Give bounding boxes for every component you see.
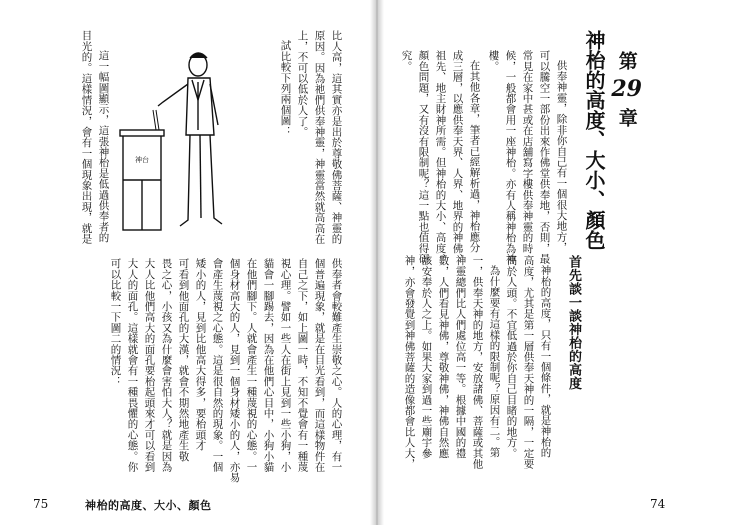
text-line: 會產生蔑視之心態。這是很自然的現象。一個 xyxy=(211,258,224,472)
text-line: 在他們腳下。人就會產生一種蔑視的心態。一 xyxy=(245,258,258,472)
running-head: 神枱的高度、大小、顏色 xyxy=(85,499,212,512)
chapter-label: 第 xyxy=(615,51,638,70)
text-line: 神靈總們比人們處位高一等。根據中國的禮 xyxy=(454,255,467,459)
text-line: 可以比較一下圖二的情況： xyxy=(109,258,122,387)
text-line: 矮小的人，見到比他高大得多，要枱頭才 xyxy=(194,258,207,451)
text-line: 供奉神靈，除非你自己有一個很大地方， xyxy=(555,60,568,253)
text-line: 可看到他面孔的大漢，就會不期然地產生敬 xyxy=(177,258,190,462)
text-line: 試比較下列兩個圖： xyxy=(279,40,292,137)
text-line: 祖先、地主財神所需。但神枱的大小、高度、 xyxy=(434,50,447,264)
text-line: 常見在家中甚或在店舖寫字樓供奉神靈的時 xyxy=(521,50,534,254)
text-line: 視心理。譬如一些人在街上見到一些小狗，小 xyxy=(279,258,292,472)
page-number: 74 xyxy=(650,497,666,511)
text-line: 一，供奉天神的地方，安放諸佛、菩薩或其他 xyxy=(471,255,484,469)
text-line: 自己之下，如上圖一時，不知不覺會有一種蔑 xyxy=(296,258,309,472)
chapter-number: 29 xyxy=(611,76,642,102)
text-line: 為什麼要有這樣的限制呢？原因有二。第 xyxy=(488,265,501,458)
chapter-title: 神枱的高度、大小、顏色 xyxy=(582,30,606,250)
text-line: 在其他各章，筆者已經解析過，神枱應分 xyxy=(468,60,481,253)
chapter-number-heading xyxy=(608,30,642,148)
text-line: 個身材高大的人，見到一個身材矮小的人，亦易 xyxy=(228,258,241,483)
text-line: 樓。 xyxy=(487,50,500,72)
text-line: 上，不可以低於人了。 xyxy=(296,30,309,137)
text-line: 畏之心，小孩又為什麼會害怕大人？就是因為 xyxy=(160,258,173,472)
section-title: 首先談一談神枱的高度 xyxy=(566,255,581,390)
text-line: 供奉者會較難產生崇敬之心。人的心理，有一 xyxy=(330,258,343,472)
text-line: 高度，尤其是第一層供奉天神的一隔，一定要 xyxy=(522,255,535,469)
figure-caption-line: 目光的。這樣情況，會有一個現象出現，就是 xyxy=(80,30,93,244)
text-line: 究。 xyxy=(400,50,413,72)
text-line: 神枱的高度，只有一個條件，就是神枱的 xyxy=(539,265,552,458)
text-line: 可以騰空一部份出來作佛堂供奉地，否則，最 xyxy=(538,50,551,264)
text-line: 神，亦會發覺到神佛菩薩的造像都會比人大， xyxy=(403,255,416,469)
text-line: 候，一般都會用一座神枱。亦有人稱神枱為神 xyxy=(504,50,517,264)
text-line: 比人高，這其實亦是出於尊敬佛菩薩、神靈的 xyxy=(330,30,343,244)
text-line: 該安奉於人之上。如果大家到過一些廟宇參 xyxy=(420,255,433,459)
text-line: 個普遍現象，就是在目光看到，而這樣物件在 xyxy=(313,258,326,472)
text-line: 數，人們看見神佛，尊敬神佛，神佛自然應 xyxy=(437,255,450,459)
text-line: 貓會一腳踢去，因為在他們心目中，小狗小貓 xyxy=(262,258,275,472)
book-gutter xyxy=(370,0,384,525)
figure-caption-line: 這一幅圖顯示，這張神枱是低過供奉者的 xyxy=(97,50,110,243)
altar-label: 神台 xyxy=(135,156,149,164)
text-line: 成三層，以應供奉天界、人界、地界的神佛、 xyxy=(451,50,464,264)
chapter-label-end: 章 xyxy=(615,108,638,127)
text-line: 大人比他們高大的面孔要枱起頭來才可以看到 xyxy=(143,258,156,472)
text-line: 顏色問題，又有沒有限制呢？這一點也值得研 xyxy=(417,50,430,264)
text-line: 原因。因為祂們供奉神靈，神靈當然就高高在 xyxy=(313,30,326,244)
page-number: 75 xyxy=(33,497,49,511)
text-line: 大人的面孔。這樣就會有一種畏懼的心態。你 xyxy=(126,258,139,472)
altar-illustration xyxy=(118,40,238,250)
text-line: 高於人頭。不宜低過於你自己目睹的地方。 xyxy=(505,255,518,459)
